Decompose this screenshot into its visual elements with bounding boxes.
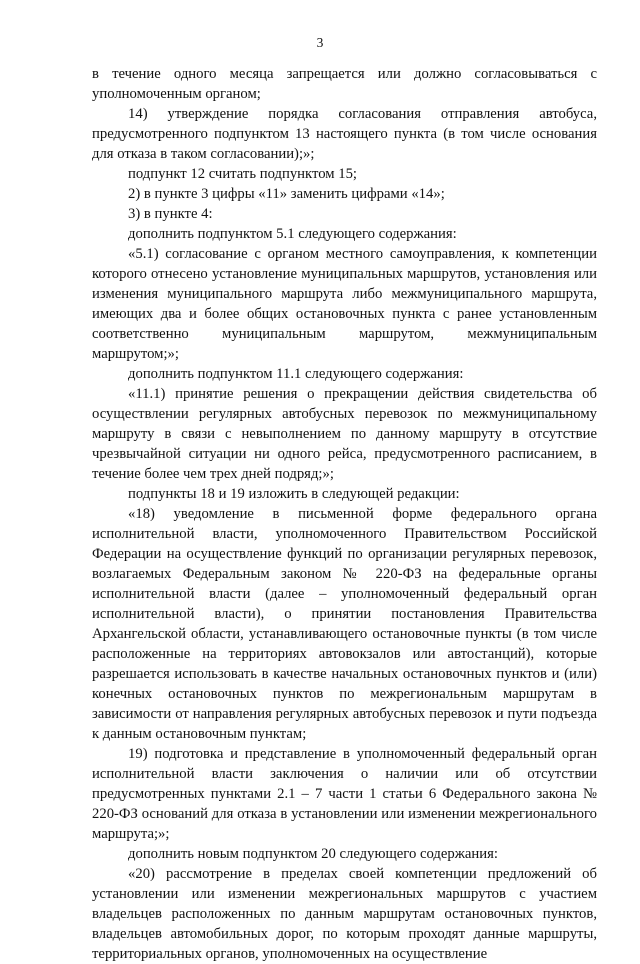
paragraph-subitem-18: «18) уведомление в письменной форме федерального органа исполнительной власти, уполномоченного Правительством Российской Федерации на осуществление функций по организации регулярных перевозок, возлагаемых Федеральным законом № 220-ФЗ на федеральные органы исполнительной власти (далее – уполномоченный федеральный орган исполнительной власти), о принятии постановления Правительства Архангельской области, устанавливающего остановочные пункты (в том числе расположенные на территориях автовокзалов или автостанций), которые разрешается использовать в качестве начальных остановочных пунктов и (или) конечных остановочных пунктов по межрегиональным маршрутам в зависимости от направления регулярных автобусных перевозок и пути подъезда к данным остановочным пунктам; bbox=[92, 506, 597, 742]
paragraph-restate-18-19: подпункты 18 и 19 изложить в следующей редакции: bbox=[128, 486, 460, 502]
paragraph-continuation: в течение одного месяца запрещается или должно согласовываться с уполномоченным органом; bbox=[92, 66, 597, 102]
paragraph-add-11-1: дополнить подпунктом 11.1 следующего содержания: bbox=[128, 366, 464, 382]
page-number: 3 bbox=[316, 35, 324, 50]
paragraph-item-3: 3) в пункте 4: bbox=[128, 206, 213, 222]
paragraph-subitem-14: 14) утверждение порядка согласования отправления автобуса, предусмотренного подпунктом 13 настоящего пункта (в том числе основания для отказа в таком согласовании);»; bbox=[92, 106, 597, 162]
paragraph-add-20: дополнить новым подпунктом 20 следующего содержания: bbox=[128, 846, 498, 862]
paragraph-subitem-19: 19) подготовка и представление в уполномоченный федеральный орган исполнительной власти заключения о наличии или об отсутствии предусмотренных пунктами 2.1 – 7 части 1 статьи 6 Федерального закона № 220-ФЗ оснований для отказа в установлении или изменении межрегионального маршрута;»; bbox=[92, 746, 597, 842]
paragraph-subitem-20: «20) рассмотрение в пределах своей компетенции предложений об установлении или изменении межрегиональных маршрутов с участием владельцев расположенных по данным маршрутам остановочных пунктов, владельцев автомобильных дорог, по которым проходят данные маршруты, территориальных органов, уполномоченных на осуществление bbox=[92, 866, 597, 962]
paragraph-subitem-5-1: «5.1) согласование с органом местного самоуправления, к компетенции которого отнесено установление муниципальных маршрутов, установления или изменения муниципального маршрута либо межмуниципального маршрута, имеющих два и более общих остановочных пункта с ранее установленным соответственно муниципальным маршрутом, межмуниципальным маршрутом;»; bbox=[92, 246, 597, 362]
paragraph-add-5-1: дополнить подпунктом 5.1 следующего содержания: bbox=[128, 226, 457, 242]
paragraph-subitem-11-1: «11.1) принятие решения о прекращении действия свидетельства об осуществлении регулярных автобусных перевозок по межмуниципальному маршруту в связи с невыполнением по данному маршруту в отсутствие чрезвычайной ситуации ни одного рейса, предусмотренного расписанием, в течение более чем трех дней подряд;»; bbox=[92, 386, 597, 482]
paragraph-renumber-12: подпункт 12 считать подпунктом 15; bbox=[128, 166, 357, 182]
paragraph-item-2: 2) в пункте 3 цифры «11» заменить цифрами «14»; bbox=[128, 186, 445, 202]
document-body bbox=[92, 64, 597, 964]
